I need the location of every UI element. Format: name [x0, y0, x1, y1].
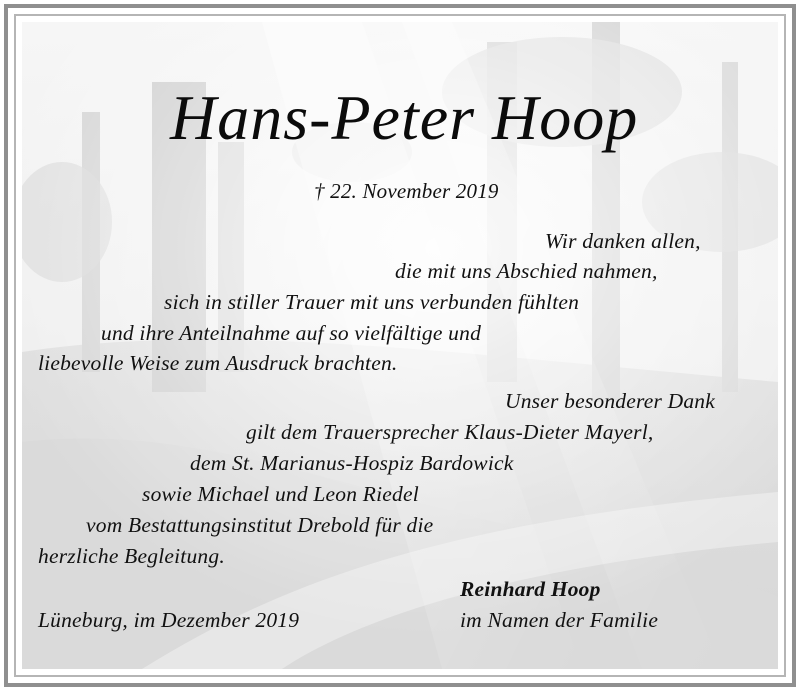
special-thanks-line-6: herzliche Begleitung.	[38, 544, 225, 568]
thanks-line-2: die mit uns Abschied nahmen,	[395, 259, 658, 283]
place-and-date: Lüneburg, im Dezember 2019	[38, 608, 300, 632]
special-thanks-line-1: Unser besonderer Dank	[505, 389, 716, 413]
thanks-line-3: sich in stiller Trauer mit uns verbunden fühlten	[164, 290, 580, 314]
death-date: † 22. November 2019	[314, 179, 499, 203]
thanks-line-5: liebevolle Weise zum Ausdruck brachten.	[38, 351, 398, 375]
thanks-line-4: und ihre Anteilnahme auf so vielfältige und	[101, 321, 482, 345]
special-thanks-line-5: vom Bestattungsinstitut Drebold für die	[86, 513, 434, 537]
special-thanks-line-4: sowie Michael und Leon Riedel	[142, 482, 419, 506]
thanks-line-1: Wir danken allen,	[545, 229, 701, 253]
deceased-name: Hans-Peter Hoop	[170, 82, 639, 153]
special-thanks-line-3: dem St. Marianus-Hospiz Bardowick	[190, 451, 514, 475]
signer-role: im Namen der Familie	[460, 608, 659, 632]
special-thanks-line-2: gilt dem Trauersprecher Klaus-Dieter Mayerl,	[246, 420, 654, 444]
signer-name: Reinhard Hoop	[460, 577, 601, 601]
